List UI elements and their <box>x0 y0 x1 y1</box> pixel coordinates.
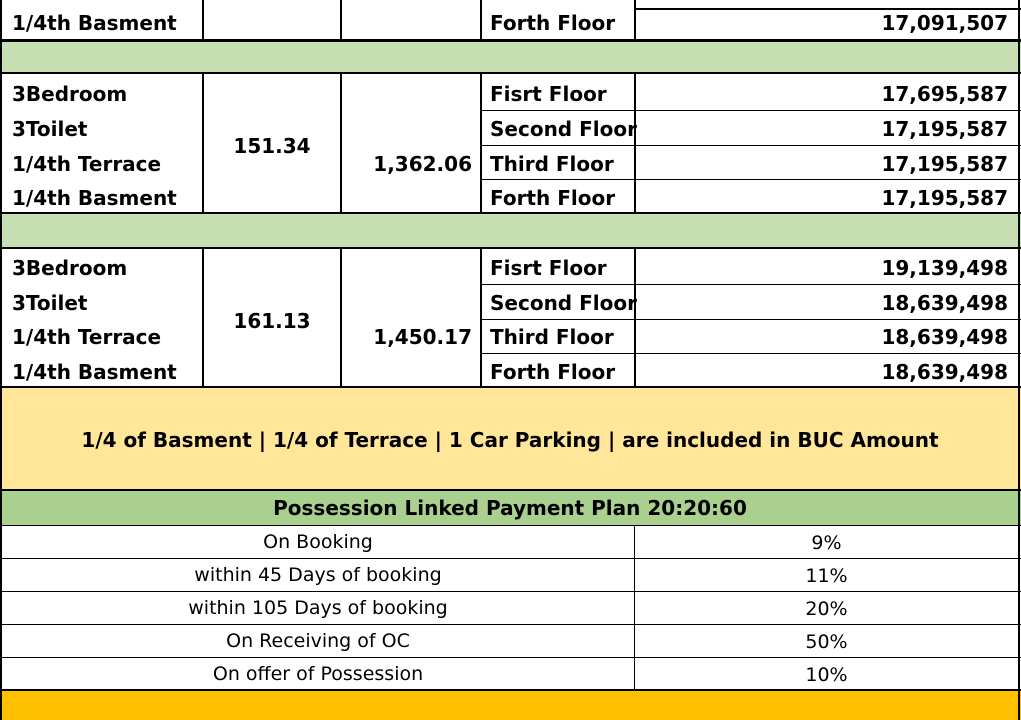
plan-stage: On Receiving of OC <box>226 630 410 652</box>
floor-label: Fisrt Floor <box>490 82 607 106</box>
unit-line: 3Toilet <box>12 117 88 141</box>
area-sqft: 1,450.17 <box>373 325 472 349</box>
area-sqm: 161.13 <box>233 309 311 333</box>
floor-label: Second Floor <box>490 291 637 315</box>
plan-percent: 20% <box>805 598 848 620</box>
unit-line: 1/4th Terrace <box>12 152 162 176</box>
floor-label: Fisrt Floor <box>490 256 607 280</box>
unit-line: 1/4th Terrace <box>12 325 162 349</box>
price-value: 17,695,587 <box>881 82 1008 106</box>
area-sqm: 151.34 <box>233 134 311 158</box>
unit-line: 3Bedroom <box>12 82 128 106</box>
unit-line: 1/4th Basment <box>12 11 177 35</box>
plan-stage: On offer of Possession <box>212 663 424 685</box>
plan-stage: within 45 Days of booking <box>194 564 442 586</box>
unit-line: 1/4th Basment <box>12 360 177 384</box>
price-value: 18,639,498 <box>881 360 1008 384</box>
plan-stage: On Booking <box>263 531 373 553</box>
price-value: 19,139,498 <box>881 256 1008 280</box>
floor-label: Forth Floor <box>490 11 616 35</box>
plan-stage: within 105 Days of booking <box>188 597 448 619</box>
floor-label: Forth Floor <box>490 186 616 210</box>
floor-label: Forth Floor <box>490 360 616 384</box>
unit-line: 3Toilet <box>12 291 88 315</box>
plan-percent: 10% <box>805 664 848 686</box>
inclusion-note: 1/4 of Basment | 1/4 of Terrace | 1 Car Parking | are included in BUC Amount <box>81 428 939 452</box>
plan-percent: 50% <box>805 631 848 653</box>
separator-row-1 <box>0 41 1021 73</box>
unit-line: 3Bedroom <box>12 256 128 280</box>
plan-percent: 9% <box>811 532 842 554</box>
footer-band <box>0 690 1021 720</box>
floor-label: Third Floor <box>490 325 614 349</box>
separator-row-2 <box>0 214 1021 248</box>
area-sqft: 1,362.06 <box>373 152 472 176</box>
price-value: 17,195,587 <box>881 117 1008 141</box>
floor-label: Third Floor <box>490 152 614 176</box>
payment-plan-title: Possession Linked Payment Plan 20:20:60 <box>273 496 747 520</box>
price-value: 17,195,587 <box>881 152 1008 176</box>
price-value: 17,195,587 <box>881 186 1008 210</box>
plan-percent: 11% <box>805 565 848 587</box>
price-value: 18,639,498 <box>881 291 1008 315</box>
price-value: 17,091,507 <box>881 11 1008 35</box>
unit-line: 1/4th Basment <box>12 186 177 210</box>
floor-label: Second Floor <box>490 117 637 141</box>
price-value: 18,639,498 <box>881 325 1008 349</box>
